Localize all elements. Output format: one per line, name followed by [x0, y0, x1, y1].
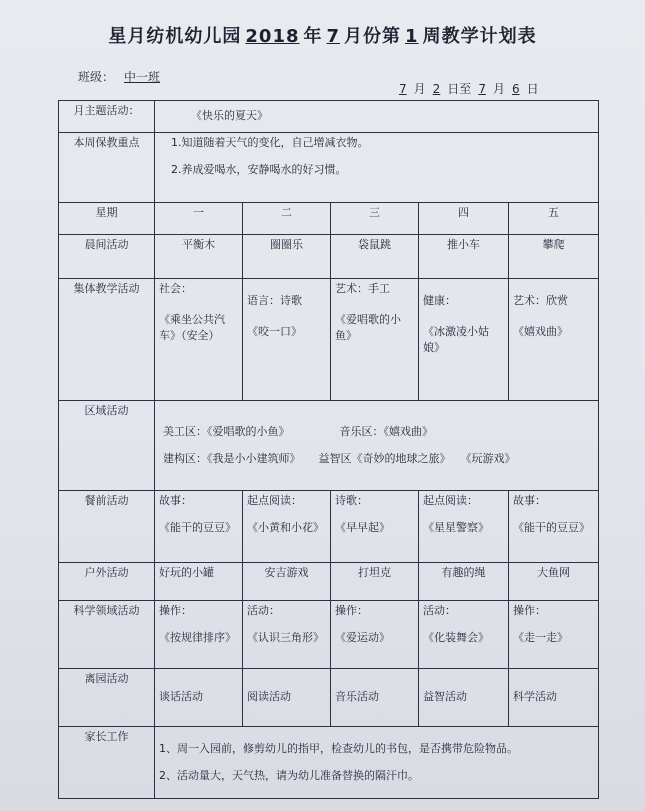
- premeal-cell: [419, 491, 509, 563]
- parents-item: 2、活动量大，天气热，请为幼儿准备替换的隔汗巾。: [159, 768, 419, 782]
- premeal-cell: [331, 491, 419, 563]
- cell-subject: 活动：: [423, 604, 456, 617]
- group-teaching-row: [59, 279, 599, 401]
- month-suffix: 月份第: [344, 26, 402, 47]
- cell-subject: 起点阅读：: [247, 494, 302, 507]
- row-label: 户外活动: [59, 563, 155, 601]
- cell-content: 《化装舞会》: [423, 630, 489, 644]
- row-label: 星期: [59, 203, 155, 235]
- area-row: [59, 401, 599, 491]
- theme-value: 《快乐的夏天》: [155, 101, 599, 133]
- cell-content: 《冰激凌小姑娘》: [423, 324, 489, 354]
- end-month: 7: [478, 82, 486, 96]
- cell-content: 《早早起》: [335, 520, 390, 534]
- weekday-cell: 四: [419, 203, 509, 235]
- parents-item: 1、周一入园前，修剪幼儿的指甲，检查幼儿的书包，是否携带危险物品。: [159, 742, 518, 755]
- outdoor-cell: 打坦克: [331, 563, 419, 601]
- care-item: 2.养成爱喝水，安静喝水的好习惯。: [171, 162, 347, 176]
- cell-content: 《星星警察》: [423, 520, 489, 534]
- leave-cell: 谈话活动: [155, 669, 243, 727]
- cell-subject: 起点阅读：: [423, 494, 478, 507]
- cell-subject: 活动：: [247, 604, 280, 617]
- outdoor-cell: 大鱼网: [509, 563, 599, 601]
- cell-subject: 操作：: [513, 604, 546, 617]
- start-month: 7: [399, 82, 407, 96]
- date-text: 日: [526, 82, 539, 96]
- cell-content: 《乘坐公共汽车》（安全）: [159, 312, 225, 342]
- school-name: 星月纺机幼儿园: [108, 26, 242, 47]
- cell-subject: 社会：: [159, 282, 192, 295]
- row-label: 科学领域活动: [59, 601, 155, 669]
- area-art: 美工区：《爱唱歌的小鱼》: [163, 425, 290, 438]
- year-value: 2018: [245, 26, 300, 47]
- date-text: 日至: [447, 82, 472, 96]
- outdoor-cell: 好玩的小罐: [155, 563, 243, 601]
- science-cell: [155, 601, 243, 669]
- premeal-cell: [243, 491, 331, 563]
- cell-content: 《嬉戏曲》: [513, 324, 568, 338]
- row-label: 区域活动: [59, 401, 155, 491]
- morning-cell: 袋鼠跳: [331, 235, 419, 279]
- science-cell: [243, 601, 331, 669]
- morning-cell: 推小车: [419, 235, 509, 279]
- premeal-row: [59, 491, 599, 563]
- weekday-cell: 一: [155, 203, 243, 235]
- date-text: 月: [413, 82, 426, 96]
- start-day: 2: [432, 82, 441, 96]
- cell-content: 《爱运动》: [335, 630, 390, 644]
- science-cell: [419, 601, 509, 669]
- area-build: 建构区：《我是小小建筑师》: [163, 451, 301, 465]
- cell-content: 《认识三角形》: [247, 630, 324, 644]
- morning-cell: 圈圈乐: [243, 235, 331, 279]
- group-cell: [155, 279, 243, 401]
- cell-subject: 操作：: [335, 604, 368, 617]
- parents-row: [59, 727, 599, 799]
- weekday-cell: 三: [331, 203, 419, 235]
- end-day: 6: [511, 82, 520, 96]
- outdoor-row: [59, 563, 599, 601]
- title-suffix: 周教学计划表: [422, 26, 537, 47]
- weekday-row: [59, 203, 599, 235]
- row-label: 本周保教重点: [59, 133, 155, 203]
- week-value: 1: [405, 26, 419, 47]
- cell-content: 《咬一口》: [247, 324, 302, 338]
- weekday-cell: 五: [509, 203, 599, 235]
- leave-cell: 音乐活动: [331, 669, 419, 727]
- premeal-cell: [509, 491, 599, 563]
- area-puzzle: 益智区《奇妙的地球之旅》: [318, 451, 451, 465]
- class-line: [78, 68, 170, 85]
- cell-subject: 语言：诗歌: [247, 294, 302, 307]
- cell-subject: 故事：: [513, 494, 546, 507]
- teaching-plan-table: [58, 100, 599, 799]
- area-game: 《玩游戏》: [460, 451, 516, 465]
- cell-content: 《能干的豆豆》: [159, 520, 236, 534]
- leave-cell: 益智活动: [419, 669, 509, 727]
- care-item: 1.知道随着天气的变化，自己增减衣物。: [171, 136, 369, 149]
- group-cell: [419, 279, 509, 401]
- leave-cell: 科学活动: [509, 669, 599, 727]
- year-suffix: 年: [303, 26, 323, 47]
- row-label: 月主题活动：: [59, 101, 155, 133]
- leave-row: [59, 669, 599, 727]
- cell-subject: 操作：: [159, 604, 192, 617]
- row-label: 离园活动: [59, 669, 155, 727]
- row-label: 集体教学活动: [59, 279, 155, 401]
- group-cell: [509, 279, 599, 401]
- group-cell: [331, 279, 419, 401]
- outdoor-cell: 有趣的绳: [419, 563, 509, 601]
- weekday-cell: 二: [243, 203, 331, 235]
- area-content: [155, 401, 599, 491]
- science-cell: [331, 601, 419, 669]
- morning-cell: 平衡木: [155, 235, 243, 279]
- page-title: [0, 22, 645, 48]
- class-value: 中一班: [124, 70, 161, 84]
- row-label: 餐前活动: [59, 491, 155, 563]
- science-cell: [509, 601, 599, 669]
- cell-content: 《爱唱歌的小鱼》: [335, 312, 401, 342]
- cell-content: 《按规律排序》: [159, 630, 236, 644]
- cell-content: 《小黄和小花》: [247, 520, 324, 534]
- month-value: 7: [326, 26, 341, 47]
- class-label: 班级：: [78, 70, 115, 84]
- cell-subject: 诗歌：: [335, 494, 368, 507]
- cell-content: 《走一走》: [513, 630, 568, 644]
- cell-subject: 故事：: [159, 494, 192, 507]
- premeal-cell: [155, 491, 243, 563]
- outdoor-cell: 安吉游戏: [243, 563, 331, 601]
- care-content: [155, 133, 599, 203]
- cell-subject: 艺术：手工: [335, 282, 390, 295]
- area-line: [163, 424, 594, 441]
- area-music: 音乐区：《嬉戏曲》: [339, 425, 433, 438]
- row-label: 家长工作: [59, 727, 155, 799]
- area-line: [163, 451, 594, 468]
- cell-content: 《能干的豆豆》: [513, 520, 590, 534]
- care-row: [59, 133, 599, 203]
- group-cell: [243, 279, 331, 401]
- row-label: 晨间活动: [59, 235, 155, 279]
- date-text: 月: [492, 82, 505, 96]
- science-row: [59, 601, 599, 669]
- leave-cell: 阅读活动: [243, 669, 331, 727]
- morning-cell: 攀爬: [509, 235, 599, 279]
- cell-subject: 健康：: [423, 294, 456, 307]
- morning-row: [59, 235, 599, 279]
- date-range: [392, 80, 539, 97]
- cell-subject: 艺术：欣赏: [513, 294, 568, 307]
- theme-row: [59, 101, 599, 133]
- parents-content: [155, 727, 599, 799]
